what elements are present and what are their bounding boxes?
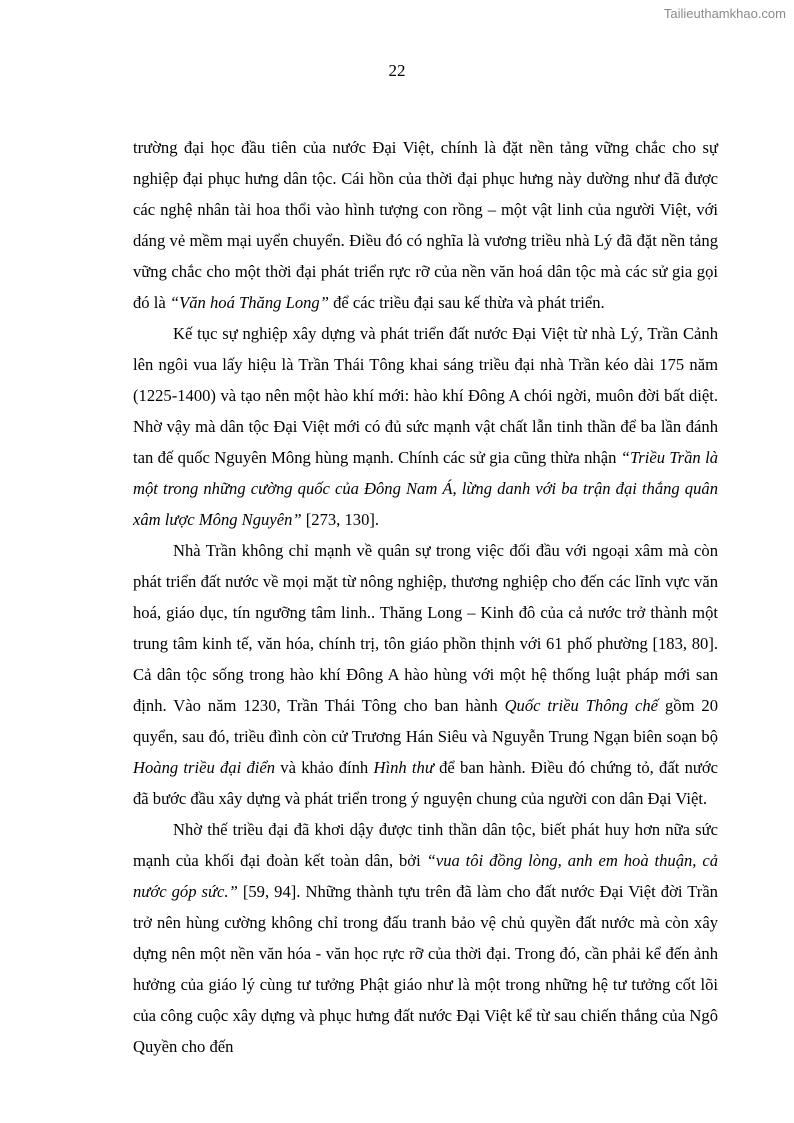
paragraph: [133, 535, 718, 814]
italic-text: “Văn hoá Thăng Long”: [169, 293, 329, 312]
text-run: trường đại học đầu tiên của nước Đại Việt, chính là đặt nền tảng vững chắc cho sự nghiệp đại phục hưng dân tộc. Cái hồn của thời đại phục hưng này dường như đã được các nghệ nhân tài hoa thổi vào hình tượng con rồng – một vật linh của người Việt, với dáng vẻ mềm mại uyển chuyển. Điều đó có nghĩa là vương triều nhà Lý đã đặt nền tảng vững chắc cho một thời đại phát triển rực rỡ của nền văn hoá dân tộc mà các sử gia gọi đó là: [133, 138, 718, 312]
paragraph: [133, 318, 718, 535]
paragraph: [133, 132, 718, 318]
italic-text: Hình thư: [373, 758, 434, 777]
italic-text: “vua tôi đồng lòng, anh em hoà thuận, cả nước góp sức.”: [133, 851, 719, 901]
body-text: [133, 132, 718, 1062]
text-run: Nhà Trần không chỉ mạnh về quân sự trong việc đối đầu với ngoại xâm mà còn phát triển đất nước về mọi mặt từ nông nghiệp, thương nghiệp cho đến các lĩnh vực văn hoá, giáo dục, tín ngưỡng tâm linh.. Thăng Long – Kinh đô của cả nước trở thành một trung tâm kinh tế, văn hóa, chính trị, tôn giáo phồn thịnh với 61 phố phường [183, 80]. Cả dân tộc sống trong hào khí Đông A hào hùng với một hệ thống luật pháp mới san định. Vào năm 1230, Trần Thái Tông cho ban hành: [133, 541, 718, 715]
italic-text: Quốc triều Thông chế: [504, 696, 659, 715]
text-run: và khảo đính: [275, 758, 374, 777]
italic-text: Hoàng triều đại điển: [133, 758, 276, 777]
text-run: [273, 130].: [301, 510, 380, 529]
text-run: để ban hành. Điều đó chứng tỏ, đất nước đã bước đầu xây dựng và phát triển trong ý nguyện chung của người con dân Đại Việt.: [133, 758, 719, 808]
text-run: Nhờ thế triều đại đã khơi dậy được tinh thần dân tộc, biết phát huy hơn nữa sức mạnh của khối đại đoàn kết toàn dân, bởi: [133, 820, 718, 870]
text-run: Kế tục sự nghiệp xây dựng và phát triển đất nước Đại Việt từ nhà Lý, Trần Cảnh lên ngôi vua lấy hiệu là Trần Thái Tông khai sáng triều đại nhà Trần kéo dài 175 năm (1225-1400) và tạo nên một hào khí mới: hào khí Đông A chói ngời, muôn đời bất diệt. Nhờ vậy mà dân tộc Đại Việt mới có đủ sức mạnh vật chất lẫn tinh thần để ba lần đánh tan đế quốc Nguyên Mông hùng mạnh. Chính các sử gia cũng thừa nhận: [133, 324, 718, 467]
text-run: [59, 94]. Những thành tựu trên đã làm cho đất nước Đại Việt đời Trần trở nên hùng cường không chỉ trong đấu tranh bảo vệ chủ quyền đất nước mà còn xây dựng nên một nền văn hóa - văn học rực rỡ của thời đại. Trong đó, cần phải kể đến ảnh hưởng của giáo lý cùng tư tưởng Phật giáo như là một trong những hệ tư tưởng cốt lõi của công cuộc xây dựng và phục hưng đất nước Đại Việt kể từ sau chiến thắng của Ngô Quyền cho đến: [133, 882, 718, 1056]
text-run: để các triều đại sau kế thừa và phát triển.: [328, 293, 605, 312]
watermark-text: Tailieuthamkhao.com: [663, 6, 786, 21]
paragraph: [133, 814, 718, 1062]
page-number: 22: [388, 61, 406, 80]
italic-text: “Triều Trần là một trong những cường quốc của Đông Nam Á, lừng danh với ba trận đại thắng quân xâm lược Mông Nguyên”: [133, 448, 718, 529]
text-run: gồm 20 quyển, sau đó, triều đình còn cử Trương Hán Siêu và Nguyễn Trung Ngạn biên soạn bộ: [133, 696, 718, 746]
